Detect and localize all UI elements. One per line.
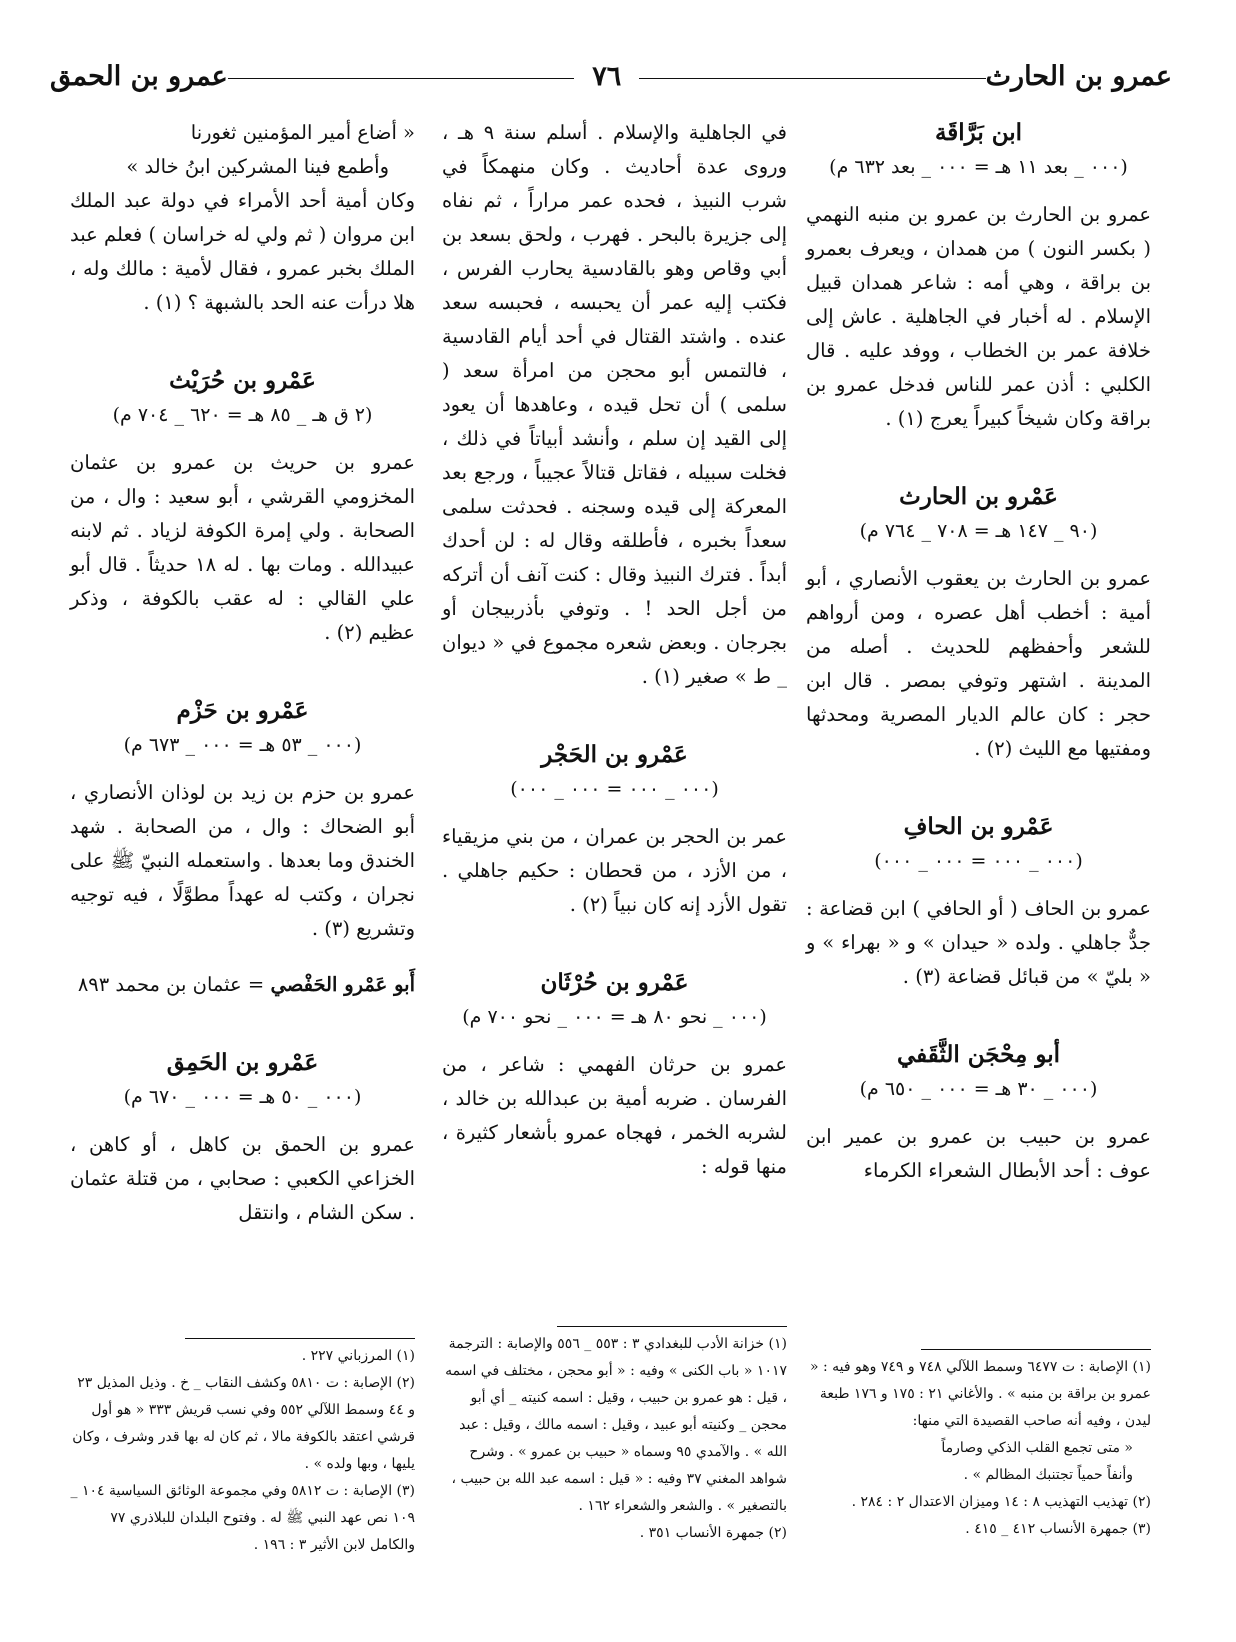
header-rule-left [228,78,574,79]
running-header [50,56,1172,96]
entry-title: عَمْرو بن حُرَيْث [169,367,316,394]
footnotes-middle [442,1326,787,1547]
cross-reference-target: = عثمان بن محمد ٨٩٣ [77,973,271,996]
footnote-verse: وأنفاً حمياً تجتنبك المظالم » . [963,1467,1133,1483]
entry-body: عمرو بن الحاف ( أو الحافي ) ابن قضاعة : جدٌّ جاهلي . ولده « حيدان » و « بهراء » و « بليّ » من قبائل قضاعة (٣) . [806,897,1151,988]
cross-reference [70,968,415,1002]
entry-continuation: وكان أمية أحد الأمراء في دولة عبد الملك ابن مروان ( ثم ولي له خراسان ) فعلم عبد الملك بخبر عمرو ، فقال لأمية : مالك وله ، هلا درأت عنه الحد بالشبهة ؟ (١) . [70,189,415,314]
entry-dates: (٠٠٠ _ نحو ٨٠ هـ = ٠٠٠ _ نحو ٧٠٠ م) [462,1006,767,1028]
entry-amr-ibn-hurayth [70,364,415,650]
entry-dates: (٢ ق هـ _ ٨٥ هـ = ٦٢٠ _ ٧٠٤ م) [112,404,373,426]
entry-amr-ibn-hazm [70,694,415,946]
entry-amr-ibn-al-hamiq [70,1046,415,1230]
footnote: (٢) تهذيب التهذيب ٨ : ١٤ وميزان الاعتدال ٢ : ٢٨٤ . [851,1494,1151,1510]
footnote: (٣) الإصابة : ت ٥٨١٢ وفي مجموعة الوثائق السياسية ١٠٤ _ ١٠٩ نص عهد النبي ﷺ له . وفتوح البلدان للبلاذري ٧٧ والكامل لابن الأثير ٣ : ١٩٦ . [70,1483,415,1553]
entry-title: عَمْرو بن الحارث [899,483,1058,510]
entry-dates: (٠٠٠ _ ٠٠٠ = ٠٠٠ _ ٠٠٠) [510,778,719,800]
entry-body: عمرو بن الحارث بن عمرو بن منبه النهمي ( بكسر النون ) من همدان ، ويعرف بعمرو بن براقة ، وهي أمه : شاعر همدان قبيل الإسلام . له أخبار في الجاهلية . عاش إلى خلافة عمر بن الخطاب ، ووفد عليه . قال الكلبي : أذن عمر للناس فدخل عمرو بن براقة وكان شيخاً كبيراً يعرج (١) . [806,203,1151,430]
cross-reference-name: أَبو عَمْرو الحَفْصي [270,973,415,996]
left-column [70,116,415,1252]
entry-dates: (٠٠٠ _ ٠٠٠ = ٠٠٠ _ ٠٠٠) [874,850,1083,872]
footnotes-right [806,1349,1151,1543]
header-rule-right [639,78,985,79]
entry-title: أبو مِحْجَن الثَّقَفي [897,1041,1060,1068]
footnote: (١) خزانة الأدب للبغدادي ٣ : ٥٥٣ _ ٥٥٦ والإصابة : الترجمة ١٠١٧ « باب الكنى » وفيه : « أبو محجن ، مختلف في اسمه ، قيل : هو عمرو بن حبيب ، وقيل : اسمه كنيته _ أي أبو محجن _ وكنيته أبو عبيد ، وقيل : اسمه مالك ، وقيل : عبد الله » . والآمدي ٩٥ وسماه « حبيب بن عمرو » . وشرح شواهد المغني ٣٧ وفيه : « قيل : اسمه عبد الله بن حبيب ، بالتصغير » . والشعر والشعراء ١٦٢ . [445,1336,787,1514]
verse-line: « أضاع أمير المؤمنين ثغورنا [190,121,415,144]
entry-body: عمر بن الحجر بن عمران ، من بني مزيقياء ، من الأزد ، من قحطان : حكيم جاهلي . تقول الأزد إنه كان نبياً (٢) . [442,825,787,916]
entry-dates: (٩٠ _ ١٤٧ هـ = ٧٠٨ _ ٧٦٤ م) [859,520,1098,542]
entry-body: عمرو بن الحمق بن كاهل ، أو كاهن ، الخزاعي الكعبي : صحابي ، من قتلة عثمان . سكن الشام ، وانتقل [70,1133,415,1224]
middle-column [442,116,787,1206]
entry-amr-ibn-hurthan [442,966,787,1184]
entry-title: عَمْرو بن حُرْثَان [540,969,689,996]
entry-body: عمرو بن حريث بن عمرو بن عثمان المخزومي القرشي ، أبو سعيد : وال ، من الصحابة . ولي إمرة الكوفة لزياد . ثم لابنه عبيدالله . ومات بها . له ١٨ حديثاً . قال أبو علي القالي : له عقب بالكوفة ، وذكر عظيم (٢) . [70,451,415,644]
footnote-separator [921,1349,1151,1350]
entry-dates: (٠٠٠ _ ٥٣ هـ = ٠٠٠ _ ٦٧٣ م) [123,734,362,756]
verse-line: وأطمع فينا المشركين ابنُ خالد » [126,155,389,178]
footnote-verse: « متى تجمع القلب الذكي وصارماً [941,1440,1133,1456]
header-left-title: عمرو بن الحمق [49,60,228,92]
entry-title: عَمْرو بن الحَجْر [541,741,688,768]
entry-continuation: في الجاهلية والإسلام . أسلم سنة ٩ هـ ، وروى عدة أحاديث . وكان منهمكاً في شرب النبيذ ، فحده عمر مراراً ، ثم نفاه إلى جزيرة بالبحر . فهرب ، ولحق بسعد بن أبي وقاص وهو بالقادسية يحارب الفرس ، فكتب إليه عمر أن يحبسه ، فحبسه سعد عنده . واشتد القتال في أحد أيام القادسية ، فالتمس أبو محجن من امرأة سعد ( سلمى ) أن تحل قيده ، وعاهدها أن يعود إلى القيد إن سلم ، وأنشد أبياتاً في ذلك ، فخلت سبيله ، فقاتل قتالاً عجيباً ، ورجع بعد المعركة إلى قيده وسجنه . فحدثت سلمى سعداً بخبره ، فأطلقه وقال له : لن أحدك أبداً . فترك النبيذ وقال : كنت آنف أن أتركه من أجل الحد ! . وتوفي بأذربيجان أو بجرجان . وبعض شعره مجموع في « ديوان _ ط » صغير (١) . [442,121,787,688]
entry-abu-mihjan [806,1038,1151,1188]
entry-body: عمرو بن حرثان الفهمي : شاعر ، من الفرسان . ضربه أمية بن عبدالله بن خالد ، لشربه الخمر ، فهجاه عمرو بأشعار كثيرة ، منها قوله : [442,1053,787,1178]
entry-title: عَمْرو بن الحَمِق [166,1049,319,1076]
right-column [806,116,1151,1210]
footnote-separator [557,1326,787,1327]
entry-body: عمرو بن حبيب بن عمرو بن عمير ابن عوف : أحد الأبطال الشعراء الكرماء [806,1125,1151,1182]
footnote: (١) المرزباني ٢٢٧ . [301,1348,415,1364]
entry-amr-ibn-al-haf [806,810,1151,994]
footnote: (٢) جمهرة الأنساب ٣٥١ . [639,1525,787,1541]
entry-amr-ibn-al-hajr [442,738,787,922]
entry-body: عمرو بن حزم بن زيد بن لوذان الأنصاري ، أبو الضحاك : وال ، من الصحابة . شهد الخندق وما بعدها . واستعمله النبيّ ﷺ على نجران ، وكتب له عهداً مطوَّلًا ، فيه توجيه وتشريع (٣) . [70,781,415,940]
entry-ibn-barraqa [806,116,1151,436]
footnote: (١) الإصابة : ت ٦٤٧٧ وسمط اللآلي ٧٤٨ و ٧٤٩ وهو فيه : « عمرو بن براقة بن منبه » . والأغاني ٢١ : ١٧٥ و ١٧٦ طبعة ليدن ، وفيه أنه صاحب القصيدة التي منها: [809,1359,1151,1429]
entry-dates: (٠٠٠ _ ٥٠ هـ = ٠٠٠ _ ٦٧٠ م) [123,1086,362,1108]
page-number: ٧٦ [592,60,622,92]
footnote: (٣) جمهرة الأنساب ٤١٢ _ ٤١٥ . [965,1521,1151,1537]
entry-title: عَمْرو بن حَزْم [176,697,309,724]
header-right-title: عمرو بن الحارث [985,60,1172,92]
entry-title: ابن بَرَّاقَة [934,119,1023,146]
entry-body: عمرو بن الحارث بن يعقوب الأنصاري ، أبو أمية : أخطب أهل عصره ، ومن أرواهم للشعر وأحفظهم للحديث . أصله من المدينة . اشتهر وتوفي بمصر . قال ابن حجر : كان عالم الديار المصرية ومحدثها ومفتيها مع الليث (٢) . [806,567,1151,760]
entry-dates: (٠٠٠ _ ٣٠ هـ = ٠٠٠ _ ٦٥٠ م) [859,1078,1098,1100]
entry-dates: (٠٠٠ _ بعد ١١ هـ = ٠٠٠ _ بعد ٦٣٢ م) [829,156,1128,178]
entry-amr-ibn-al-harith [806,480,1151,766]
entry-title: عَمْرو بن الحافِ [903,813,1054,840]
footnote-separator [185,1338,415,1339]
footnote: (٢) الإصابة : ت ٥٨١٠ وكشف النقاب _ خ . وذيل المذيل ٢٣ و ٤٤ وسمط اللآلي ٥٥٢ وفي نسب قريش ٣٣٣ « هو أول قرشي اعتقد بالكوفة مالا ، ثم كان له بها قدر وشرف ، وكان يليها ، وبها ولده » . [72,1375,415,1472]
footnotes-left [70,1338,415,1559]
